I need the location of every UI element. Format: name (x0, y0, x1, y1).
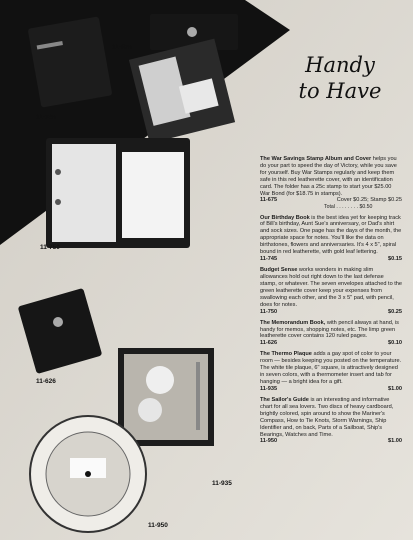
product-code: 11-935 (260, 385, 278, 392)
item-code-label: 11-950 (148, 522, 168, 529)
product-entry (260, 320, 402, 348)
item-code-label: 11-626 (36, 378, 56, 385)
product-entry (260, 215, 402, 263)
product-title: Our Birthday Book (260, 214, 310, 221)
product-body: adds a gay spot of color to your room — besides keeping you posted on the temperature. The white tile plaque, 6" square, is attractively designed in seven colors, with a thermometer insert and tab for hanging — a bright idea for a gift. (260, 351, 402, 386)
product-code: 11-626 (260, 340, 278, 347)
product-descriptions (260, 156, 402, 450)
product-price: $0.15 (388, 255, 402, 262)
product-code: 11-745 (260, 255, 278, 262)
product-body: is the best idea yet for keeping track of Bill's birthday, Aunt Sue's anniversary, or Dad's shirt and sock sizes. One page has the days of the month, the appropriate space for notes. You'll like the data on birthstones, flowers and anniversaries. It's 4 x 5", spiral bound in red leatherette, with gold leaf lettering. (260, 214, 402, 256)
thermo-plaque-photo (118, 348, 214, 446)
product-title: The Sailor's Guide (260, 397, 309, 404)
product-body: helps you do your part to speed the day of Victory, while you save for yourself. Buy War Stamps regularly and keep them safe in this red leatherette cover, with an identification card. The folder has a 25c stamp to start your $25.00 War Bond (for $18.75 in stamps). (260, 156, 397, 197)
memorandum-book-photo (18, 288, 103, 374)
sailors-guide-photo (30, 416, 146, 532)
budget-sense-photo (46, 138, 190, 248)
item-code-label: 11-745 (36, 114, 56, 121)
headline-line-1: Handy (305, 53, 375, 77)
product-code: 11-750 (260, 308, 278, 315)
product-body: with pencil always at hand, is handy for memos, shopping notes, etc. The limp green leatherette cover contains 120 ruled pages. (260, 319, 399, 340)
product-price: $0.25 (388, 308, 402, 315)
product-body: is an interesting and informative chart for all sea lovers. Two discs of heavy cardboard, brightly colored, spin around to show the Mariner's Compass, How to Tie Knots, Storm Warnings, Ship Identifier and, on back, Parts of a Sailboat, Ship's Bearings, Watches and Time. (260, 397, 394, 438)
item-code-label: 11-675 (112, 44, 132, 51)
product-price: $1.00 (388, 385, 402, 392)
product-entry (260, 397, 402, 445)
product-code: 11-675 (260, 197, 278, 204)
product-price: $1.00 (388, 438, 402, 445)
item-code-label: 11-750 (40, 244, 60, 251)
product-title: Budget Sense (260, 267, 298, 274)
product-entry (260, 351, 402, 392)
war-stamp-cover-photo (129, 14, 238, 143)
headline-line-2: to Have (298, 79, 382, 103)
product-body: works wonders in making slim allowances hold out right down to the last defense stamp, or whatever. The seven envelopes attached to the green leatherette cover keep your expenses from swallowing each other, and the 3 x 5" pad, with pencil, does for notes. (260, 267, 403, 308)
product-title: The War Savings Stamp Album and Cover (260, 156, 372, 162)
page-headline (280, 52, 400, 104)
product-entry (260, 156, 402, 210)
product-title: The Thermo Plaque (260, 351, 312, 358)
item-code-label: 11-935 (212, 480, 232, 487)
product-code: 11-950 (260, 438, 278, 445)
product-total: Total . . . . . . . . $0.50 (324, 204, 373, 211)
product-entry (260, 267, 402, 315)
birthday-book-photo (28, 16, 113, 107)
product-price: $0.10 (388, 340, 402, 347)
product-title: The Memorandum Book, (260, 319, 326, 326)
product-price: Cover $0.25; Stamp $0.25 (336, 197, 402, 204)
